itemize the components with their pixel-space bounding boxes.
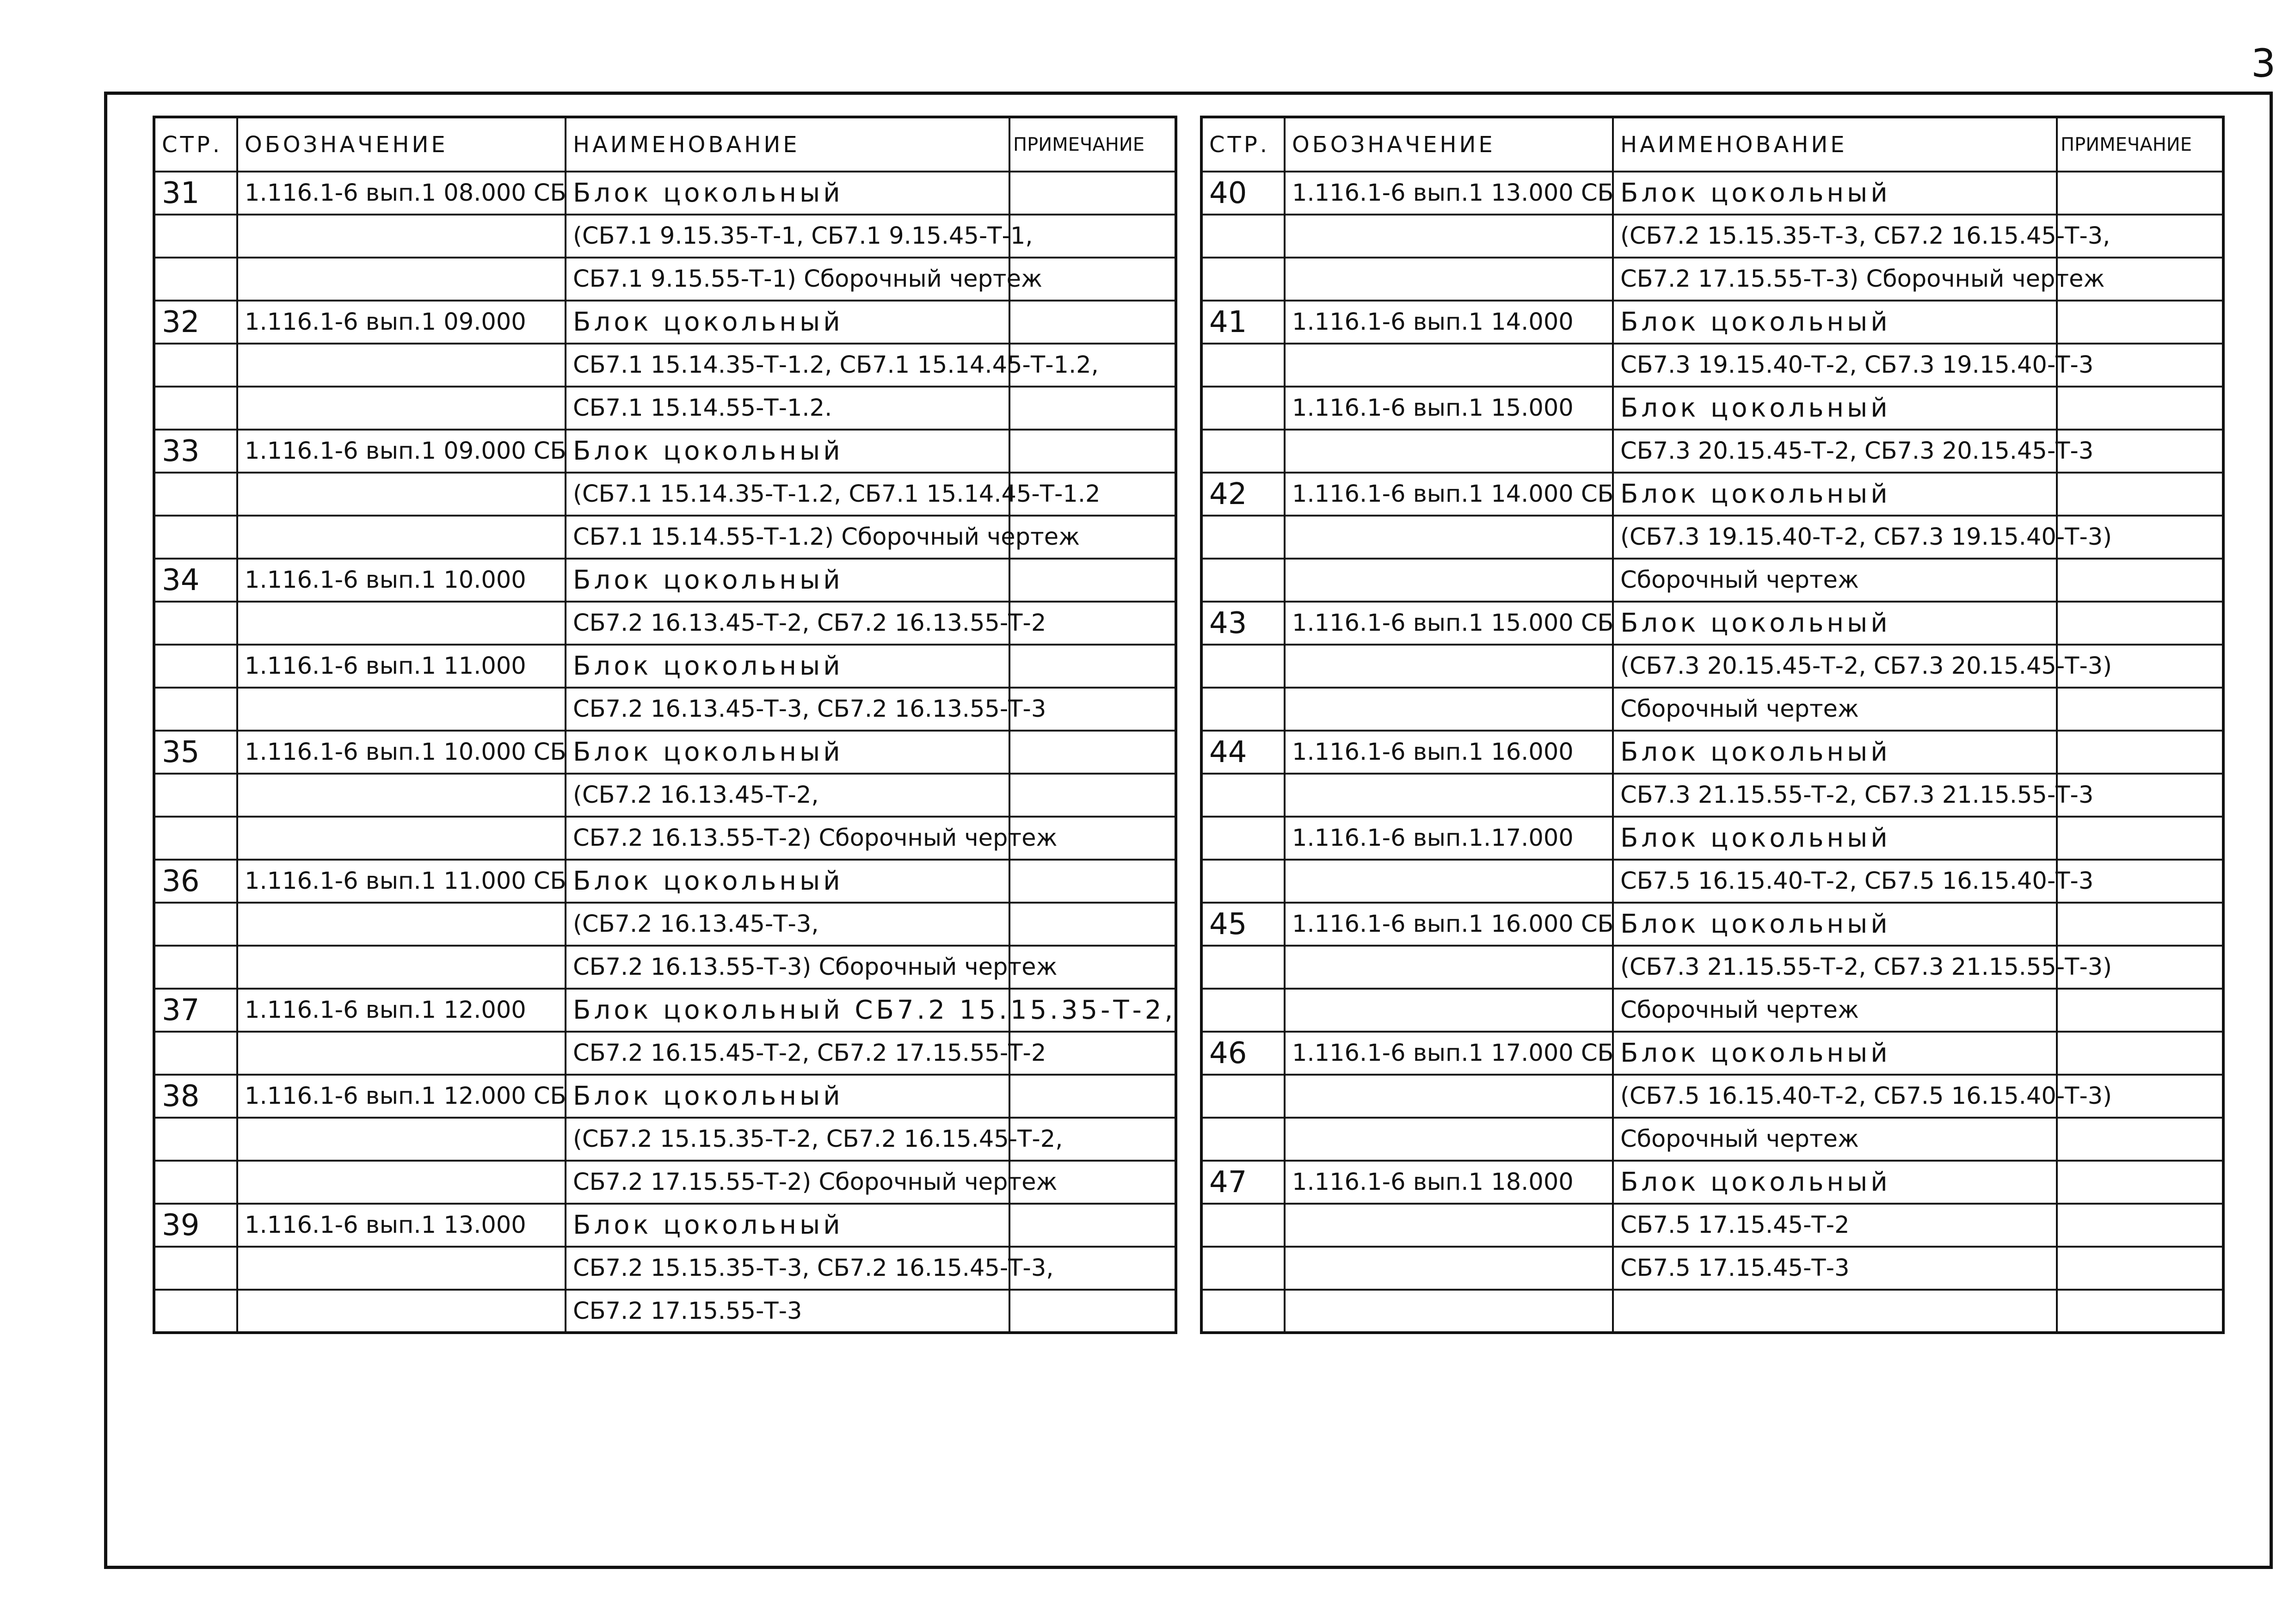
cell-name: Блок цокольный xyxy=(1613,301,2057,344)
cell-name: (СБ7.2 16.13.45-Т-2, xyxy=(566,774,1009,817)
cell-name: Блок цокольный xyxy=(1613,731,2057,774)
table-row xyxy=(154,602,1176,645)
cell-note xyxy=(1009,903,1176,946)
table-row xyxy=(154,215,1176,258)
table-row xyxy=(1201,1075,2223,1118)
cell-designation: 1.116.1-6 вып.1 17.000 СБ xyxy=(1285,1032,1613,1075)
table-row xyxy=(154,301,1176,344)
cell-designation xyxy=(1285,258,1613,301)
cell-designation: 1.116.1-6 вып.1 08.000 СБ xyxy=(237,172,566,215)
cell-page xyxy=(154,516,237,559)
cell-name: СБ7.2 17.15.55-Т-2) Сборочный чертеж xyxy=(566,1161,1009,1204)
header-note: ПРИМЕЧАНИЕ xyxy=(1009,117,1176,172)
cell-note xyxy=(1009,731,1176,774)
cell-name: Блок цокольный xyxy=(566,1204,1009,1247)
cell-name: Блок цокольный xyxy=(1613,817,2057,860)
cell-page xyxy=(154,344,237,387)
cell-page xyxy=(154,817,237,860)
table-row xyxy=(1201,989,2223,1032)
cell-page xyxy=(1201,516,1285,559)
cell-page: 43 xyxy=(1201,602,1285,645)
table-row xyxy=(154,559,1176,602)
cell-page xyxy=(154,903,237,946)
cell-page xyxy=(1201,1290,1285,1333)
table-row xyxy=(154,430,1176,473)
cell-name: Блок цокольный xyxy=(566,559,1009,602)
register-table-left xyxy=(153,116,1177,1334)
cell-name: СБ7.2 16.13.45-Т-3, СБ7.2 16.13.55-Т-3 xyxy=(566,688,1009,731)
cell-name: СБ7.2 16.13.55-Т-2) Сборочный чертеж xyxy=(566,817,1009,860)
cell-page xyxy=(154,215,237,258)
cell-designation xyxy=(237,903,566,946)
table-row xyxy=(154,1204,1176,1247)
cell-name: Блок цокольный xyxy=(1613,1161,2057,1204)
cell-page xyxy=(1201,1204,1285,1247)
cell-note xyxy=(1009,301,1176,344)
cell-page xyxy=(1201,1118,1285,1161)
cell-page: 44 xyxy=(1201,731,1285,774)
table-row xyxy=(1201,688,2223,731)
header-row xyxy=(154,117,1176,172)
cell-page xyxy=(1201,645,1285,688)
cell-name: (СБ7.1 9.15.35-Т-1, СБ7.1 9.15.45-Т-1, xyxy=(566,215,1009,258)
cell-designation xyxy=(1285,1075,1613,1118)
cell-name: (СБ7.3 21.15.55-Т-2, СБ7.3 21.15.55-Т-3) xyxy=(1613,946,2057,989)
cell-name: СБ7.2 16.13.45-Т-2, СБ7.2 16.13.55-Т-2 xyxy=(566,602,1009,645)
table-row xyxy=(154,860,1176,903)
cell-page xyxy=(154,387,237,430)
cell-note xyxy=(2057,1118,2223,1161)
header-page: СТР. xyxy=(154,117,237,172)
cell-page: 41 xyxy=(1201,301,1285,344)
cell-designation xyxy=(1285,645,1613,688)
table-row xyxy=(154,817,1176,860)
table-row xyxy=(1201,1032,2223,1075)
cell-page xyxy=(154,258,237,301)
table-row xyxy=(154,1075,1176,1118)
cell-name: (СБ7.3 19.15.40-Т-2, СБ7.3 19.15.40-Т-3) xyxy=(1613,516,2057,559)
table-row xyxy=(1201,817,2223,860)
cell-note xyxy=(1009,430,1176,473)
cell-designation: 1.116.1-6 вып.1 09.000 xyxy=(237,301,566,344)
cell-designation xyxy=(237,817,566,860)
cell-designation xyxy=(237,516,566,559)
cell-page xyxy=(1201,387,1285,430)
cell-page xyxy=(1201,989,1285,1032)
cell-name: Блок цокольный xyxy=(1613,172,2057,215)
cell-page: 31 xyxy=(154,172,237,215)
cell-page xyxy=(1201,817,1285,860)
cell-page xyxy=(1201,258,1285,301)
cell-name: Блок цокольный xyxy=(566,645,1009,688)
table-row xyxy=(154,946,1176,989)
cell-page: 36 xyxy=(154,860,237,903)
cell-name: СБ7.1 9.15.55-Т-1) Сборочный чертеж xyxy=(566,258,1009,301)
table-row xyxy=(1201,774,2223,817)
cell-designation xyxy=(1285,1247,1613,1290)
cell-note xyxy=(2057,989,2223,1032)
cell-name: (СБ7.3 20.15.45-Т-2, СБ7.3 20.15.45-Т-3) xyxy=(1613,645,2057,688)
cell-designation: 1.116.1-6 вып.1 13.000 xyxy=(237,1204,566,1247)
table-row xyxy=(1201,387,2223,430)
cell-page xyxy=(154,946,237,989)
table-row xyxy=(154,473,1176,516)
table-row xyxy=(1201,645,2223,688)
table-row xyxy=(1201,903,2223,946)
cell-designation xyxy=(1285,430,1613,473)
table-row xyxy=(1201,516,2223,559)
cell-page xyxy=(154,602,237,645)
cell-designation: 1.116.1-6 вып.1 14.000 xyxy=(1285,301,1613,344)
cell-name: СБ7.2 16.13.55-Т-3) Сборочный чертеж xyxy=(566,946,1009,989)
cell-designation xyxy=(1285,774,1613,817)
cell-name: Блок цокольный xyxy=(566,172,1009,215)
cell-note xyxy=(2057,172,2223,215)
cell-note xyxy=(2057,1204,2223,1247)
cell-name: СБ7.3 21.15.55-Т-2, СБ7.3 21.15.55-Т-3 xyxy=(1613,774,2057,817)
cell-name: Сборочный чертеж xyxy=(1613,688,2057,731)
cell-name: (СБ7.2 15.15.35-Т-3, СБ7.2 16.15.45-Т-3, xyxy=(1613,215,2057,258)
table-row xyxy=(1201,1204,2223,1247)
cell-note xyxy=(2057,602,2223,645)
cell-name: СБ7.2 16.15.45-Т-2, СБ7.2 17.15.55-Т-2 xyxy=(566,1032,1009,1075)
table-row xyxy=(154,688,1176,731)
cell-name: (СБ7.1 15.14.35-Т-1.2, СБ7.1 15.14.45-Т-1.2 xyxy=(566,473,1009,516)
cell-page: 32 xyxy=(154,301,237,344)
header-note: ПРИМЕЧАНИЕ xyxy=(2057,117,2223,172)
register-body-right xyxy=(1201,172,2223,1333)
cell-page xyxy=(154,1290,237,1333)
table-row xyxy=(1201,1247,2223,1290)
cell-note xyxy=(1009,645,1176,688)
table-row xyxy=(1201,946,2223,989)
table-row xyxy=(1201,731,2223,774)
cell-page xyxy=(154,1247,237,1290)
cell-note xyxy=(1009,215,1176,258)
table-row xyxy=(1201,301,2223,344)
cell-name: Блок цокольный СБ7.2 15.15.35-Т-2, xyxy=(566,989,1009,1032)
table-row xyxy=(1201,1118,2223,1161)
cell-name: СБ7.2 15.15.35-Т-3, СБ7.2 16.15.45-Т-3, xyxy=(566,1247,1009,1290)
table-row xyxy=(154,731,1176,774)
cell-designation xyxy=(237,387,566,430)
page-number: 3 xyxy=(2251,41,2276,86)
cell-designation xyxy=(1285,215,1613,258)
cell-note xyxy=(1009,559,1176,602)
table-row xyxy=(154,258,1176,301)
table-row xyxy=(1201,602,2223,645)
register-body-left xyxy=(154,172,1176,1333)
cell-page: 37 xyxy=(154,989,237,1032)
cell-page xyxy=(154,774,237,817)
cell-designation: 1.116.1-6 вып.1 16.000 СБ xyxy=(1285,903,1613,946)
cell-name: СБ7.3 20.15.45-Т-2, СБ7.3 20.15.45-Т-3 xyxy=(1613,430,2057,473)
cell-note xyxy=(1009,860,1176,903)
cell-name: Блок цокольный xyxy=(1613,387,2057,430)
cell-page xyxy=(1201,774,1285,817)
cell-note xyxy=(2057,1032,2223,1075)
header-designation: ОБОЗНАЧЕНИЕ xyxy=(237,117,566,172)
cell-note xyxy=(1009,172,1176,215)
cell-designation xyxy=(237,1290,566,1333)
table-row xyxy=(1201,1161,2223,1204)
cell-page: 42 xyxy=(1201,473,1285,516)
table-row xyxy=(1201,430,2223,473)
cell-note xyxy=(2057,903,2223,946)
cell-name: Блок цокольный xyxy=(1613,473,2057,516)
cell-designation xyxy=(1285,559,1613,602)
cell-name: Блок цокольный xyxy=(566,731,1009,774)
cell-name: СБ7.1 15.14.35-Т-1.2, СБ7.1 15.14.45-Т-1.2, xyxy=(566,344,1009,387)
cell-designation xyxy=(1285,1118,1613,1161)
cell-page xyxy=(154,1118,237,1161)
cell-page: 38 xyxy=(154,1075,237,1118)
cell-name: СБ7.1 15.14.55-Т-1.2) Сборочный чертеж xyxy=(566,516,1009,559)
cell-note xyxy=(2057,817,2223,860)
table-row xyxy=(154,1290,1176,1333)
cell-note xyxy=(1009,387,1176,430)
cell-designation xyxy=(1285,989,1613,1032)
table-row xyxy=(154,1161,1176,1204)
cell-page xyxy=(1201,688,1285,731)
cell-designation xyxy=(1285,946,1613,989)
cell-note xyxy=(2057,559,2223,602)
cell-designation: 1.116.1-6 вып.1 10.000 СБ xyxy=(237,731,566,774)
table-row xyxy=(1201,860,2223,903)
cell-name xyxy=(1613,1290,2057,1333)
cell-note xyxy=(2057,1290,2223,1333)
cell-page xyxy=(1201,430,1285,473)
cell-designation: 1.116.1-6 вып.1 18.000 xyxy=(1285,1161,1613,1204)
cell-page: 45 xyxy=(1201,903,1285,946)
cell-page: 47 xyxy=(1201,1161,1285,1204)
cell-name: Блок цокольный xyxy=(566,1075,1009,1118)
cell-designation xyxy=(237,258,566,301)
cell-note xyxy=(2057,473,2223,516)
cell-name: СБ7.5 17.15.45-Т-3 xyxy=(1613,1247,2057,1290)
cell-designation: 1.116.1-6 вып.1 14.000 СБ xyxy=(1285,473,1613,516)
cell-designation: 1.116.1-6 вып.1 09.000 СБ xyxy=(237,430,566,473)
cell-designation xyxy=(237,774,566,817)
cell-name: Блок цокольный xyxy=(566,860,1009,903)
cell-name: СБ7.3 19.15.40-Т-2, СБ7.3 19.15.40-Т-3 xyxy=(1613,344,2057,387)
cell-designation: 1.116.1-6 вып.1 11.000 xyxy=(237,645,566,688)
cell-name: Блок цокольный xyxy=(1613,903,2057,946)
cell-name: (СБ7.2 15.15.35-Т-2, СБ7.2 16.15.45-Т-2, xyxy=(566,1118,1009,1161)
table-row xyxy=(1201,215,2223,258)
cell-designation: 1.116.1-6 вып.1 12.000 СБ xyxy=(237,1075,566,1118)
cell-note xyxy=(2057,301,2223,344)
cell-page xyxy=(1201,860,1285,903)
table-row xyxy=(1201,1290,2223,1333)
cell-page xyxy=(154,645,237,688)
cell-designation: 1.116.1-6 вып.1 15.000 СБ xyxy=(1285,602,1613,645)
cell-designation: 1.116.1-6 вып.1 11.000 СБ xyxy=(237,860,566,903)
cell-note xyxy=(1009,1204,1176,1247)
cell-page xyxy=(154,688,237,731)
cell-designation xyxy=(1285,1204,1613,1247)
cell-designation: 1.116.1-6 вып.1.17.000 xyxy=(1285,817,1613,860)
cell-name: (СБ7.2 16.13.45-Т-3, xyxy=(566,903,1009,946)
cell-name: Сборочный чертеж xyxy=(1613,989,2057,1032)
cell-designation: 1.116.1-6 вып.1 16.000 xyxy=(1285,731,1613,774)
table-row xyxy=(154,387,1176,430)
table-row xyxy=(1201,258,2223,301)
cell-page: 34 xyxy=(154,559,237,602)
cell-designation xyxy=(237,473,566,516)
cell-designation xyxy=(237,1032,566,1075)
cell-name: Блок цокольный xyxy=(566,430,1009,473)
cell-name: Сборочный чертеж xyxy=(1613,559,2057,602)
table-row xyxy=(154,645,1176,688)
cell-page: 46 xyxy=(1201,1032,1285,1075)
cell-note xyxy=(1009,1290,1176,1333)
cell-note xyxy=(2057,387,2223,430)
cell-designation: 1.116.1-6 вып.1 15.000 xyxy=(1285,387,1613,430)
cell-designation xyxy=(237,1118,566,1161)
table-row xyxy=(154,172,1176,215)
table-row xyxy=(154,903,1176,946)
cell-page xyxy=(154,473,237,516)
cell-name: Блок цокольный xyxy=(1613,602,2057,645)
cell-note xyxy=(2057,1161,2223,1204)
table-row xyxy=(154,1247,1176,1290)
cell-designation xyxy=(237,602,566,645)
header-name: НАИМЕНОВАНИЕ xyxy=(566,117,1009,172)
cell-designation: 1.116.1-6 вып.1 10.000 xyxy=(237,559,566,602)
cell-page: 40 xyxy=(1201,172,1285,215)
table-row xyxy=(154,774,1176,817)
cell-page xyxy=(1201,1075,1285,1118)
cell-designation xyxy=(1285,516,1613,559)
table-row xyxy=(154,344,1176,387)
cell-note xyxy=(2057,731,2223,774)
table-row xyxy=(154,1118,1176,1161)
cell-designation: 1.116.1-6 вып.1 13.000 СБ xyxy=(1285,172,1613,215)
register-table-right xyxy=(1200,116,2225,1334)
cell-page: 35 xyxy=(154,731,237,774)
cell-name: СБ7.1 15.14.55-Т-1.2. xyxy=(566,387,1009,430)
table-row xyxy=(154,516,1176,559)
cell-name: (СБ7.5 16.15.40-Т-2, СБ7.5 16.15.40-Т-3) xyxy=(1613,1075,2057,1118)
table-row xyxy=(154,989,1176,1032)
header-name: НАИМЕНОВАНИЕ xyxy=(1613,117,2057,172)
cell-name: Сборочный чертеж xyxy=(1613,1118,2057,1161)
cell-page xyxy=(1201,1247,1285,1290)
cell-name: СБ7.5 16.15.40-Т-2, СБ7.5 16.15.40-Т-3 xyxy=(1613,860,2057,903)
cell-designation xyxy=(237,946,566,989)
cell-page xyxy=(1201,946,1285,989)
header-designation: ОБОЗНАЧЕНИЕ xyxy=(1285,117,1613,172)
cell-page xyxy=(1201,344,1285,387)
header-row xyxy=(1201,117,2223,172)
cell-designation xyxy=(1285,344,1613,387)
cell-note xyxy=(2057,688,2223,731)
cell-note xyxy=(1009,774,1176,817)
cell-note xyxy=(2057,1247,2223,1290)
cell-designation xyxy=(237,1247,566,1290)
cell-page xyxy=(154,1161,237,1204)
cell-designation xyxy=(1285,1290,1613,1333)
cell-page xyxy=(1201,559,1285,602)
table-row xyxy=(154,1032,1176,1075)
cell-designation xyxy=(237,215,566,258)
table-row xyxy=(1201,172,2223,215)
cell-name: Блок цокольный xyxy=(1613,1032,2057,1075)
cell-designation xyxy=(1285,688,1613,731)
table-row xyxy=(1201,344,2223,387)
cell-designation: 1.116.1-6 вып.1 12.000 xyxy=(237,989,566,1032)
cell-page xyxy=(1201,215,1285,258)
cell-page: 33 xyxy=(154,430,237,473)
header-page: СТР. xyxy=(1201,117,1285,172)
table-row xyxy=(1201,473,2223,516)
table-row xyxy=(1201,559,2223,602)
cell-name: СБ7.2 17.15.55-Т-3 xyxy=(566,1290,1009,1333)
cell-designation xyxy=(237,688,566,731)
cell-designation xyxy=(1285,860,1613,903)
cell-name: СБ7.2 17.15.55-Т-3) Сборочный чертеж xyxy=(1613,258,2057,301)
cell-name: Блок цокольный xyxy=(566,301,1009,344)
cell-note xyxy=(1009,1075,1176,1118)
cell-page xyxy=(154,1032,237,1075)
cell-designation xyxy=(237,344,566,387)
cell-name: СБ7.5 17.15.45-Т-2 xyxy=(1613,1204,2057,1247)
cell-page: 39 xyxy=(154,1204,237,1247)
cell-designation xyxy=(237,1161,566,1204)
